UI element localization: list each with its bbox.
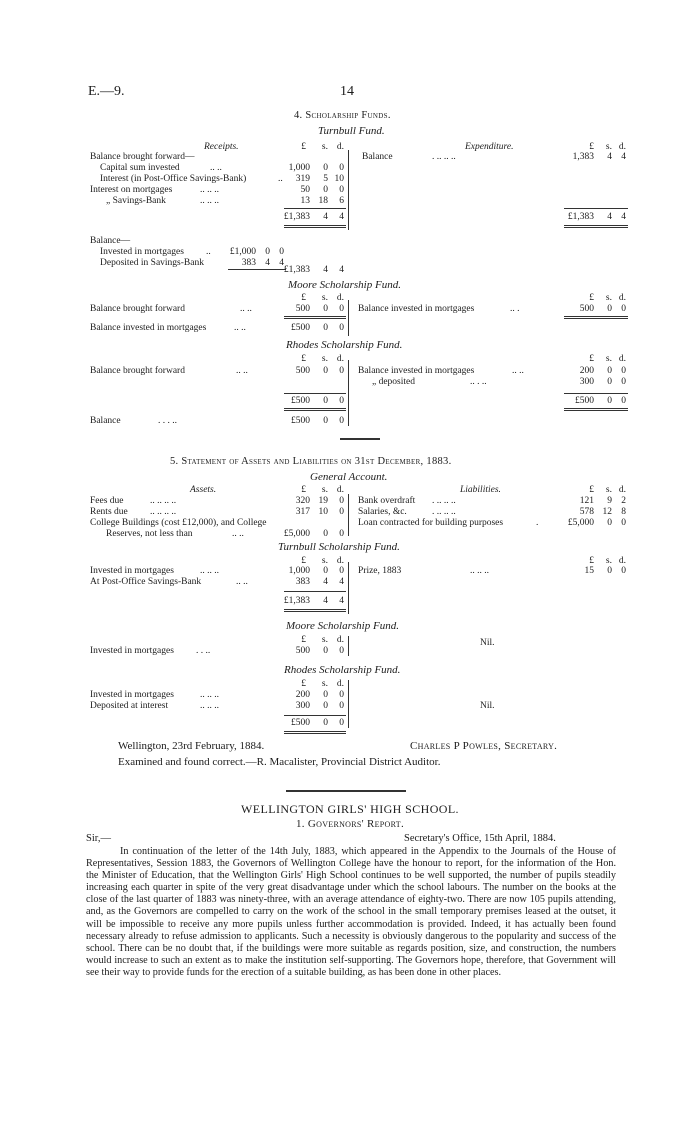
page-number: 14 [340,84,354,99]
receipt-label: Interest on mortgages [90,185,173,195]
amount-pounds: 383 [241,258,256,268]
amount-pence: 0 [339,185,344,195]
total-rule [564,408,628,411]
amount-pence: 0 [339,701,344,711]
amount-pounds: 121 [579,496,594,506]
expenditure-label: Balance invested in mortgages [358,366,475,376]
amount-shillings: 9 [607,496,612,506]
pound-header: £ [301,354,306,364]
amount-pounds: 200 [295,690,310,700]
amount-pounds: 1,000 [288,163,310,173]
receipt-label: Balance brought forward [90,366,185,376]
balance-item-label: Invested in mortgages [100,247,184,257]
total-rule [564,225,628,228]
asset-label: At Post-Office Savings-Bank [90,577,202,587]
liability-label: Loan contracted for building purposes [358,518,504,528]
amount-pounds: 1,383 [572,152,594,162]
amount-pounds: 300 [579,377,594,387]
pound-header: £ [301,679,306,689]
total-pence: 0 [621,396,626,406]
asset-label: Reserves, not less than [106,529,193,539]
shilling-header: s. [605,293,612,303]
amount-shillings: 0 [607,304,612,314]
amount-pounds: 383 [295,577,310,587]
amount-pounds: 320 [295,496,310,506]
leader-dots: .. .. .. [200,690,219,700]
total-pence: 4 [621,212,626,222]
leader-dots: .. .. .. [200,185,219,195]
amount-shillings: 12 [602,507,612,517]
leader-dots: .. .. .. [200,566,219,576]
amount-shillings: 0 [323,416,328,426]
amount-pounds: 50 [300,185,310,195]
sum-rule [284,715,346,716]
column-divider [348,150,349,230]
total-shillings: 0 [607,396,612,406]
amount-pence: 4 [339,577,344,587]
amount-shillings: 4 [607,152,612,162]
amount-pounds: £500 [291,323,310,333]
turnbull-scholarship-title: Turnbull Scholarship Fund. [278,541,400,553]
pound-header: £ [301,142,306,152]
rhodes-scholarship-title: Rhodes Scholarship Fund. [284,664,401,676]
amount-pence: 6 [339,196,344,206]
column-divider [348,300,349,336]
asset-label: Invested in mortgages [90,646,174,656]
expenditure-heading: Expenditure. [465,142,514,152]
sum-rule [564,393,628,394]
leader-dots: . .. .. .. [432,152,456,162]
shilling-header: s. [605,354,612,364]
pound-header: £ [589,354,594,364]
pence-header: d. [618,142,626,152]
leader-dots: .. .. [232,529,244,539]
pence-header: d. [336,485,344,495]
asset-label: Invested in mortgages [90,566,174,576]
total-pounds: £500 [575,396,594,406]
amount-pence: 2 [621,496,626,506]
expenditure-label: Balance invested in mortgages [358,304,475,314]
total-pence: 4 [339,212,344,222]
total-shillings: 4 [323,596,328,606]
moore-scholarship-title: Moore Scholarship Fund. [286,620,399,632]
rhodes-fund-title: Rhodes Scholarship Fund. [286,339,403,351]
amount-shillings: 0 [607,377,612,387]
amount-pounds: 500 [579,304,594,314]
pound-header: £ [301,293,306,303]
amount-pence: 0 [621,566,626,576]
school-title: WELLINGTON GIRLS' HIGH SCHOOL. [241,802,459,816]
total-pounds: £1,383 [283,212,310,222]
amount-shillings: 10 [318,507,328,517]
amount-pence: 4 [621,152,626,162]
liability-label: Bank overdraft [358,496,416,506]
shilling-header: s. [321,485,328,495]
amount-pounds: £500 [291,416,310,426]
total-shillings: 4 [323,265,328,275]
total-shillings: 0 [323,718,328,728]
asset-label: Invested in mortgages [90,690,174,700]
salutation: Sir,— [86,833,111,844]
section-divider [286,790,406,792]
turnbull-fund-title: Turnbull Fund. [318,125,385,137]
amount-pounds: 300 [295,701,310,711]
amount-pence: 0 [279,247,284,257]
receipt-label: Interest (in Post-Office Savings-Bank) [100,174,247,184]
receipt-label: Balance brought forward— [90,152,195,162]
pence-header: d. [618,556,626,566]
total-pence: 4 [339,596,344,606]
nil-entry: Nil. [480,638,495,648]
asset-label: Fees due [90,496,124,506]
signoff-place-date: Wellington, 23rd February, 1884. [118,740,265,752]
assets-heading: Assets. [190,485,217,495]
leader-dots: .. .. .. [470,566,489,576]
amount-pounds: 500 [295,366,310,376]
liabilities-heading: Liabilities. [460,485,501,495]
balance-item-label: Deposited in Savings-Bank [100,258,204,268]
leader-dots: .. .. .. .. [150,496,177,506]
leader-dots: .. [278,174,283,184]
pence-header: d. [336,293,344,303]
nil-entry: Nil. [480,701,495,711]
amount-shillings: 0 [323,646,328,656]
pence-header: d. [336,142,344,152]
section-5-title: 5. Statement of Assets and Liabilities on 31st December, 1883. [170,456,452,467]
general-account-title: General Account. [310,471,388,483]
column-divider [348,562,349,614]
leader-dots: . .. .. .. [432,496,456,506]
auditor-statement: Examined and found correct.—R. Macalister, Provincial District Auditor. [118,756,441,768]
report-paragraph: In continuation of the letter of the 14th July, 1883, which appeared in the Appendix to the Journals of the House of Representatives, Session 1883, the Governors of Wellington College have the honour to report, for the information of the Hon. the Minister of Education, that the Wellington Girls' High School continues to be well supported, the number of pupils steadily increasing each quarter in spite of the very great disadvantage under which the school labours. The number on the books at the close of the last quarter of 1883 was ninety-three, with an average attendance of eighty-two. There are now 105 pupils attending, and, as the Governors are compelled to carry on the work of the school in the small temporary premises leased at the outset, it will be impossible to receive any more pupils unless further accommodation is provided. Indeed, it has actually been found necessary already to refuse admission to applicants. Such a necessity is obviously dangerous to the popularity and success of the school. There can be no doubt that, if the buildings were more suitable as regards position, size, and construction, the numbers would increase to such an extent as to make the institution self-supporting. The Governors hope, therefore, that Government will see their way to provide funds for the erection of a suitable building, as has been done in other places. [86,846,616,978]
liability-label: Prize, 1883 [358,566,402,576]
amount-shillings: 5 [323,174,328,184]
amount-pence: 0 [339,496,344,506]
amount-shillings: 0 [265,247,270,257]
pound-header: £ [589,293,594,303]
amount-shillings: 4 [265,258,270,268]
total-shillings: 4 [607,212,612,222]
amount-pence: 0 [339,304,344,314]
total-pence: 4 [339,265,344,275]
amount-pence: 0 [339,323,344,333]
leader-dots: .. . .. [470,377,487,387]
total-shillings: 0 [323,396,328,406]
pence-header: d. [618,485,626,495]
leader-dots: .. .. .. [200,196,219,206]
amount-pence: 0 [339,690,344,700]
document-reference: E.—9. [88,84,125,99]
amount-pence: 10 [334,174,344,184]
amount-pounds: 15 [584,566,594,576]
amount-pence: 0 [339,366,344,376]
leader-dots: . [536,518,539,528]
amount-shillings: 18 [318,196,328,206]
total-rule [284,408,346,411]
leader-dots: .. .. [512,366,524,376]
shilling-header: s. [321,293,328,303]
column-divider [348,360,349,426]
leader-dots: .. .. .. [200,701,219,711]
total-pence: 0 [339,396,344,406]
amount-shillings: 0 [607,518,612,528]
total-rule [284,609,346,612]
pound-header: £ [301,485,306,495]
shilling-header: s. [605,485,612,495]
total-rule [284,316,346,319]
shilling-header: s. [605,142,612,152]
asset-label: Deposited at interest [90,701,169,711]
asset-label: Rents due [90,507,128,517]
shilling-header: s. [321,679,328,689]
total-rule [284,225,346,228]
shilling-header: s. [605,556,612,566]
amount-pence: 0 [621,366,626,376]
balance-label: Balance invested in mortgages [90,323,207,333]
pence-header: d. [336,354,344,364]
amount-pounds: 200 [579,366,594,376]
amount-shillings: 0 [323,566,328,576]
balance-label: Balance [90,416,121,426]
amount-shillings: 0 [323,163,328,173]
total-pounds: £500 [291,396,310,406]
amount-pounds: £1,000 [229,247,256,257]
leader-dots: . . . .. [158,416,177,426]
leader-dots: .. . [510,304,520,314]
pence-header: d. [336,679,344,689]
pound-header: £ [301,635,306,645]
total-rule [284,731,346,734]
report-subtitle: 1. Governors' Report. [295,818,405,830]
amount-pence: 0 [621,304,626,314]
shilling-header: s. [321,142,328,152]
sum-rule [564,208,628,209]
sum-rule [284,393,346,394]
moore-fund-title: Moore Scholarship Fund. [288,279,401,291]
amount-shillings: 0 [607,366,612,376]
pound-header: £ [589,142,594,152]
total-pounds: £1,383 [283,596,310,606]
amount-pence: 0 [621,518,626,528]
leader-dots: .. .. [234,323,246,333]
amount-pence: 0 [339,507,344,517]
total-rule [564,316,628,319]
pence-header: d. [618,293,626,303]
leader-dots: . . .. [196,646,211,656]
total-pounds: £500 [291,718,310,728]
shilling-header: s. [321,354,328,364]
amount-pounds: 500 [295,304,310,314]
amount-shillings: 0 [323,366,328,376]
receipt-label: Capital sum invested [100,163,180,173]
amount-pence: 0 [339,646,344,656]
total-pounds: £1,383 [283,265,310,275]
pence-header: d. [336,556,344,566]
liability-label: Salaries, &c. [358,507,407,517]
amount-pence: 8 [621,507,626,517]
expenditure-label: Balance [362,152,393,162]
expenditure-label: „ deposited [372,377,416,387]
amount-pounds: 1,000 [288,566,310,576]
asset-label: College Buildings (cost £12,000), and College [90,518,267,528]
amount-shillings: 0 [607,566,612,576]
amount-shillings: 0 [323,701,328,711]
total-pounds: £1,383 [567,212,594,222]
pence-header: d. [336,635,344,645]
amount-pence: 0 [621,377,626,387]
section-4-title: 4. Scholarship Funds. [294,110,391,121]
amount-shillings: 0 [323,323,328,333]
amount-shillings: 0 [323,185,328,195]
amount-shillings: 0 [323,529,328,539]
section-divider [340,438,380,440]
sum-rule [284,591,346,592]
leader-dots: .. .. [210,163,222,173]
leader-dots: .. [206,247,211,257]
amount-pence: 0 [339,163,344,173]
leader-dots: .. .. [236,577,248,587]
column-divider [348,636,349,656]
leader-dots: .. .. [240,304,252,314]
amount-pounds: 13 [300,196,310,206]
total-shillings: 4 [323,212,328,222]
total-pence: 0 [339,718,344,728]
sum-rule [284,208,346,209]
amount-pounds: 500 [295,646,310,656]
receipt-label: „ Savings-Bank [106,196,166,206]
column-divider [348,494,349,536]
office-date: Secretary's Office, 15th April, 1884. [404,833,556,844]
amount-shillings: 0 [323,304,328,314]
pound-header: £ [301,556,306,566]
pound-header: £ [589,485,594,495]
signoff-secretary: Charles P Powles, Secretary. [410,740,558,752]
leader-dots: . .. .. .. [432,507,456,517]
leader-dots: .. .. [236,366,248,376]
column-divider [348,680,349,728]
balance-label: Balance— [90,236,131,246]
shilling-header: s. [321,556,328,566]
report-body [86,846,616,979]
amount-shillings: 0 [323,690,328,700]
pound-header: £ [589,556,594,566]
amount-pence: 0 [339,529,344,539]
amount-pence: 0 [339,566,344,576]
amount-pounds: 317 [295,507,310,517]
amount-pounds: 578 [579,507,594,517]
leader-dots: .. .. .. .. [150,507,177,517]
receipt-label: Balance brought forward [90,304,185,314]
amount-shillings: 19 [318,496,328,506]
pence-header: d. [618,354,626,364]
amount-pence: 4 [279,258,284,268]
amount-pounds: 319 [295,174,310,184]
amount-pounds: £5,000 [567,518,594,528]
amount-pounds: £5,000 [283,529,310,539]
receipts-heading: Receipts. [204,142,239,152]
amount-pence: 0 [339,416,344,426]
shilling-header: s. [321,635,328,645]
amount-shillings: 4 [323,577,328,587]
